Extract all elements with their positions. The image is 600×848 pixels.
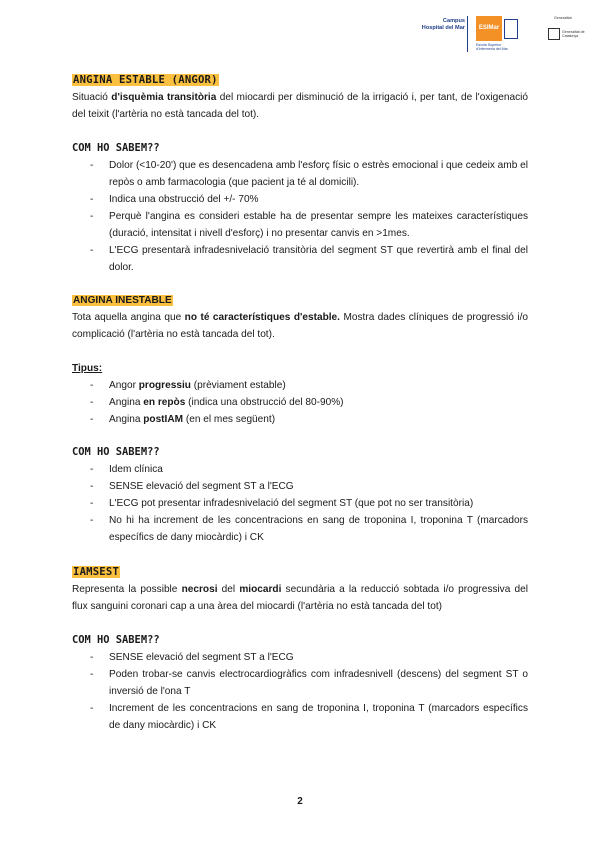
- list-item: - Indica una obstrucció del +/- 70%: [72, 191, 528, 208]
- bullet-list: [72, 649, 528, 734]
- section-iamsest: [72, 564, 528, 615]
- section-iamsest-how: [72, 632, 528, 734]
- subheading: COM HO SABEM??: [72, 634, 160, 646]
- campus-logo: Campus Hospital del Mar: [421, 18, 465, 31]
- list-item: - Idem clínica: [72, 461, 528, 478]
- bullet-list: [72, 157, 528, 276]
- section-title: ANGINA INESTABLE: [73, 295, 172, 306]
- list-item: - Angor progressiu (prèviament estable): [72, 377, 528, 394]
- list-item: - Dolor (<10-20') que es desencadena amb l'esforç físic o estrès emocional i que cedeix amb el repòs o amb farmacologia (que pacient ja té al domicili).: [72, 157, 528, 191]
- section-intro: Representa la possible necrosi del miocardi secundària a la reducció sobtada i/o progressiva del flux sanguini coronari cap a una àrea del miocardi (l'artèria no està tancada del tot): [72, 584, 528, 612]
- list-item: - Angina en repòs (indica una obstrucció del 80-90%): [72, 394, 528, 411]
- subheading: COM HO SABEM??: [72, 142, 160, 154]
- tipus-label: Tipus:: [72, 363, 103, 374]
- subheading: COM HO SABEM??: [72, 446, 160, 458]
- esimar-logo: [476, 16, 518, 50]
- generalitat-logo: [548, 16, 592, 52]
- logo-divider: [467, 16, 468, 52]
- section-intro: Tota aquella angina que no té característiques d'estable. Mostra dades clíniques de progressió i/o complicació (l'artèria no està tancada del tot).: [72, 312, 529, 340]
- section-title: IAMSEST: [73, 566, 120, 578]
- esimar-subtitle: Escola Superior d'Infermeria del Mar: [476, 43, 508, 51]
- list-item: - L'ECG pot presentar infradesnivelació del segment ST (que pot no ser transitòria): [72, 495, 528, 512]
- generalitat-text: Generalitat de Catalunya: [562, 30, 585, 39]
- list-item: - Perquè l'angina es consideri estable ha de presentar sempre les mateixes característiques (duració, intensitat i nivell d'esforç) i no presentar canvis en >1mes.: [72, 208, 528, 242]
- list-item: - Angina postIAM (en el mes següent): [72, 411, 528, 428]
- list-item: - L'ECG presentarà infradesnivelació transitòria del segment ST que revertirà amb el final del dolor.: [72, 242, 528, 276]
- header-logos: [420, 14, 590, 54]
- tipus-list: [72, 377, 528, 428]
- bullet-list: [72, 461, 528, 546]
- list-item: - No hi ha increment de les concentracions en sang de troponina I, troponina T (marcadors específics de dany miocàrdic) i CK: [72, 512, 528, 546]
- list-item: - SENSE elevació del segment ST a l'ECG: [72, 649, 528, 666]
- generalitat-mark: [548, 28, 560, 40]
- section-angina-estable-how: [72, 140, 528, 276]
- section-title: ANGINA ESTABLE (ANGOR): [73, 74, 218, 86]
- section-intro: Situació d'isquèmia transitòria del miocardi per disminució de la irrigació i, per tant, de l'oxigenació del teixit (l'artèria no està tancada del tot).: [72, 92, 528, 120]
- section-tipus: [72, 360, 528, 428]
- list-item: - SENSE elevació del segment ST a l'ECG: [72, 478, 528, 495]
- section-angina-inestable-how: [72, 444, 528, 546]
- section-angina-estable: [72, 72, 528, 123]
- generalitat-top: Generalitat: [554, 16, 572, 20]
- esimar-mark: ESIMar: [476, 16, 502, 41]
- section-angina-inestable: [72, 292, 528, 343]
- list-item: - Poden trobar-se canvis electrocardiogràfics com infradesnivell (descens) del segment ST o inversió de l'ona T: [72, 666, 528, 700]
- page-number: 2: [297, 796, 303, 807]
- upf-mark: [504, 19, 518, 39]
- list-item: - Increment de les concentracions en sang de troponina I, troponina T (marcadors específics de dany miocàrdic) i CK: [72, 700, 528, 734]
